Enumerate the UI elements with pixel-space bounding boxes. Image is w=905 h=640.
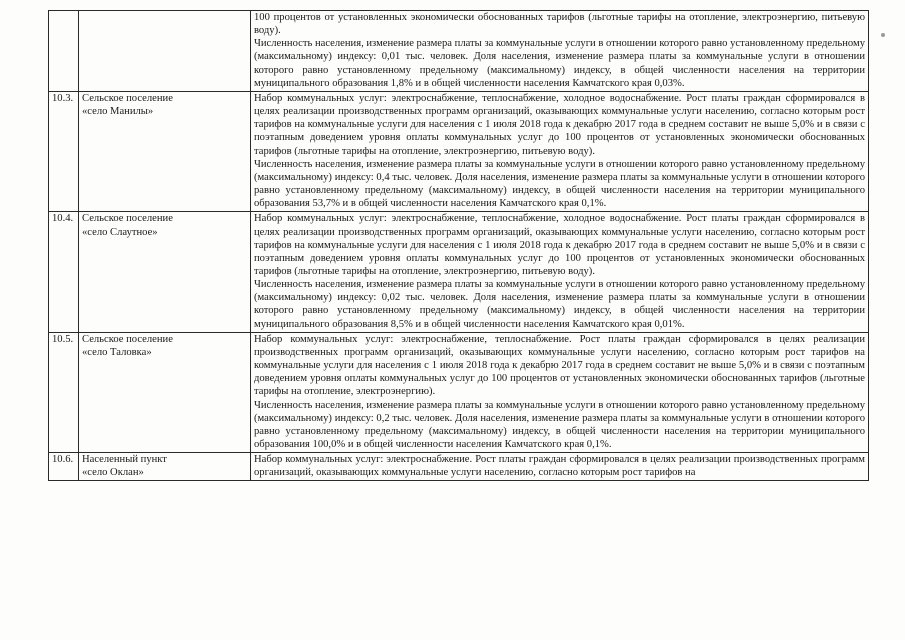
municipality-type: Сельское поселение (82, 333, 173, 345)
population-paragraph: Численность населения, изменение размера платы за коммунальные услуги в отношении которого равно установленному предельному (максимальному) индексу: 0,4 тыс. человек. Доля населения, изменение размера платы за коммунальные услуги в отношении которого равно установленному предельному (максимальному) индексу, в общей численности населения на территории муниципального образования 53,7% и в общей численности населения Камчатского края 0,1%. (254, 158, 865, 210)
tariff-table (48, 10, 869, 481)
services-paragraph: 100 процентов от установленных экономически обоснованных тарифов (льготные тарифы на отопление, электроэнергию, питьевую воду). (254, 12, 865, 37)
municipality-title: «село Таловка» (82, 346, 152, 358)
table-row (49, 91, 869, 211)
scan-mark (881, 33, 885, 37)
municipality-type: Сельское поселение (82, 213, 173, 225)
municipality-name (79, 212, 251, 332)
population-paragraph: Численность населения, изменение размера платы за коммунальные услуги в отношении которого равно установленному предельному (максимальному) индексу: 0,01 тыс. человек. Доля населения, изменение размера платы за коммунальные услуги в отношении которого равно установленному предельному (максимальному) индексу, в общей численности населения на территории муниципального образования 1,8% и в общей численности населения Камчатского края 0,03%. (254, 38, 865, 89)
row-number: 10.3. (49, 91, 79, 211)
municipality-title: «село Манилы» (82, 106, 154, 118)
description-cell (251, 91, 869, 211)
services-paragraph: Набор коммунальных услуг: электроснабжение, теплоснабжение, холодное водоснабжение. Рост платы граждан сформировался в целях реализации производственных программ организаций, оказывающих коммунальные услуги населению, согласно которым рост тарифов на коммунальные услуги для населения с 1 июля 2018 года к декабрю 2017 года в среднем составит не выше 5,0% и в связи с поэтапным доведением уровня оплаты коммунальных услуг до 100 процентов от установленных экономически обоснованных тарифов (льготные тарифы на отопление, электроэнергию, питьевую воду). (254, 92, 865, 157)
population-paragraph: Численность населения, изменение размера платы за коммунальные услуги в отношении которого равно установленному предельному (максимальному) индексу: 0,02 тыс. человек. Доля населения, изменение размера платы за коммунальные услуги в отношении которого равно установленному предельному (максимальному) индексу, в общей численности населения на территории муниципального образования 8,5% и в общей численности населения Камчатского края 0,01%. (254, 279, 865, 330)
description-cell (251, 332, 869, 452)
description-cell (251, 11, 869, 92)
municipality-name (79, 453, 251, 481)
municipality-name (79, 332, 251, 452)
municipality-title: «село Слаутное» (82, 226, 158, 238)
population-paragraph: Численность населения, изменение размера платы за коммунальные услуги в отношении которого равно установленному предельному (максимальному) индексу: 0,2 тыс. человек. Доля населения, изменение размера платы за коммунальные услуги в отношении которого равно установленному предельному (максимальному) индексу, в общей численности населения на территории муниципального образования 100,0% и в общей численности населения Камчатского края 0,1%. (254, 399, 865, 450)
municipality-type: Населенный пункт (82, 454, 167, 466)
services-paragraph: Набор коммунальных услуг: электроснабжение, теплоснабжение, холодное водоснабжение. Рост платы граждан сформировался в целях реализации производственных программ организаций, оказывающих коммунальные услуги населению, согласно которым рост тарифов на коммунальные услуги для населения с 1 июля 2018 года к декабрю 2017 года в среднем составит не выше 5,0% и в связи с поэтапным доведением уровня оплаты коммунальных услуг до 100 процентов от установленных экономически обоснованных тарифов (льготные тарифы на отопление, электроэнергию, питьевую воду). (254, 213, 865, 277)
row-number: 10.5. (49, 332, 79, 452)
row-number (49, 11, 79, 92)
row-number: 10.4. (49, 212, 79, 332)
services-paragraph: Набор коммунальных услуг: электроснабжение, теплоснабжение. Рост платы граждан сформировался в целях реализации производственных программ организаций, оказывающих коммунальные услуги населению, согласно которым рост тарифов на коммунальные услуги для населения с 1 июля 2018 года к декабрю 2017 года в среднем составит не выше 5,0% и в связи с поэтапным доведением уровня оплаты коммунальных услуг до 100 процентов от установленных экономически обоснованных тарифов (льготные тарифы на отопление, электроэнергию). (254, 333, 865, 398)
description-cell (251, 212, 869, 332)
municipality-type: Сельское поселение (82, 92, 173, 104)
table-row (49, 11, 869, 92)
table-row (49, 212, 869, 332)
row-number: 10.6. (49, 453, 79, 481)
table-row (49, 453, 869, 481)
table-row (49, 332, 869, 452)
description-cell (251, 453, 869, 481)
municipality-name (79, 91, 251, 211)
municipality-name (79, 11, 251, 92)
municipality-title: «село Оклан» (82, 467, 144, 479)
services-paragraph: Набор коммунальных услуг: электроснабжение. Рост платы граждан сформировался в целях реализации производственных программ организаций, оказывающих коммунальные услуги населению, согласно которым рост тарифов на (254, 454, 865, 479)
